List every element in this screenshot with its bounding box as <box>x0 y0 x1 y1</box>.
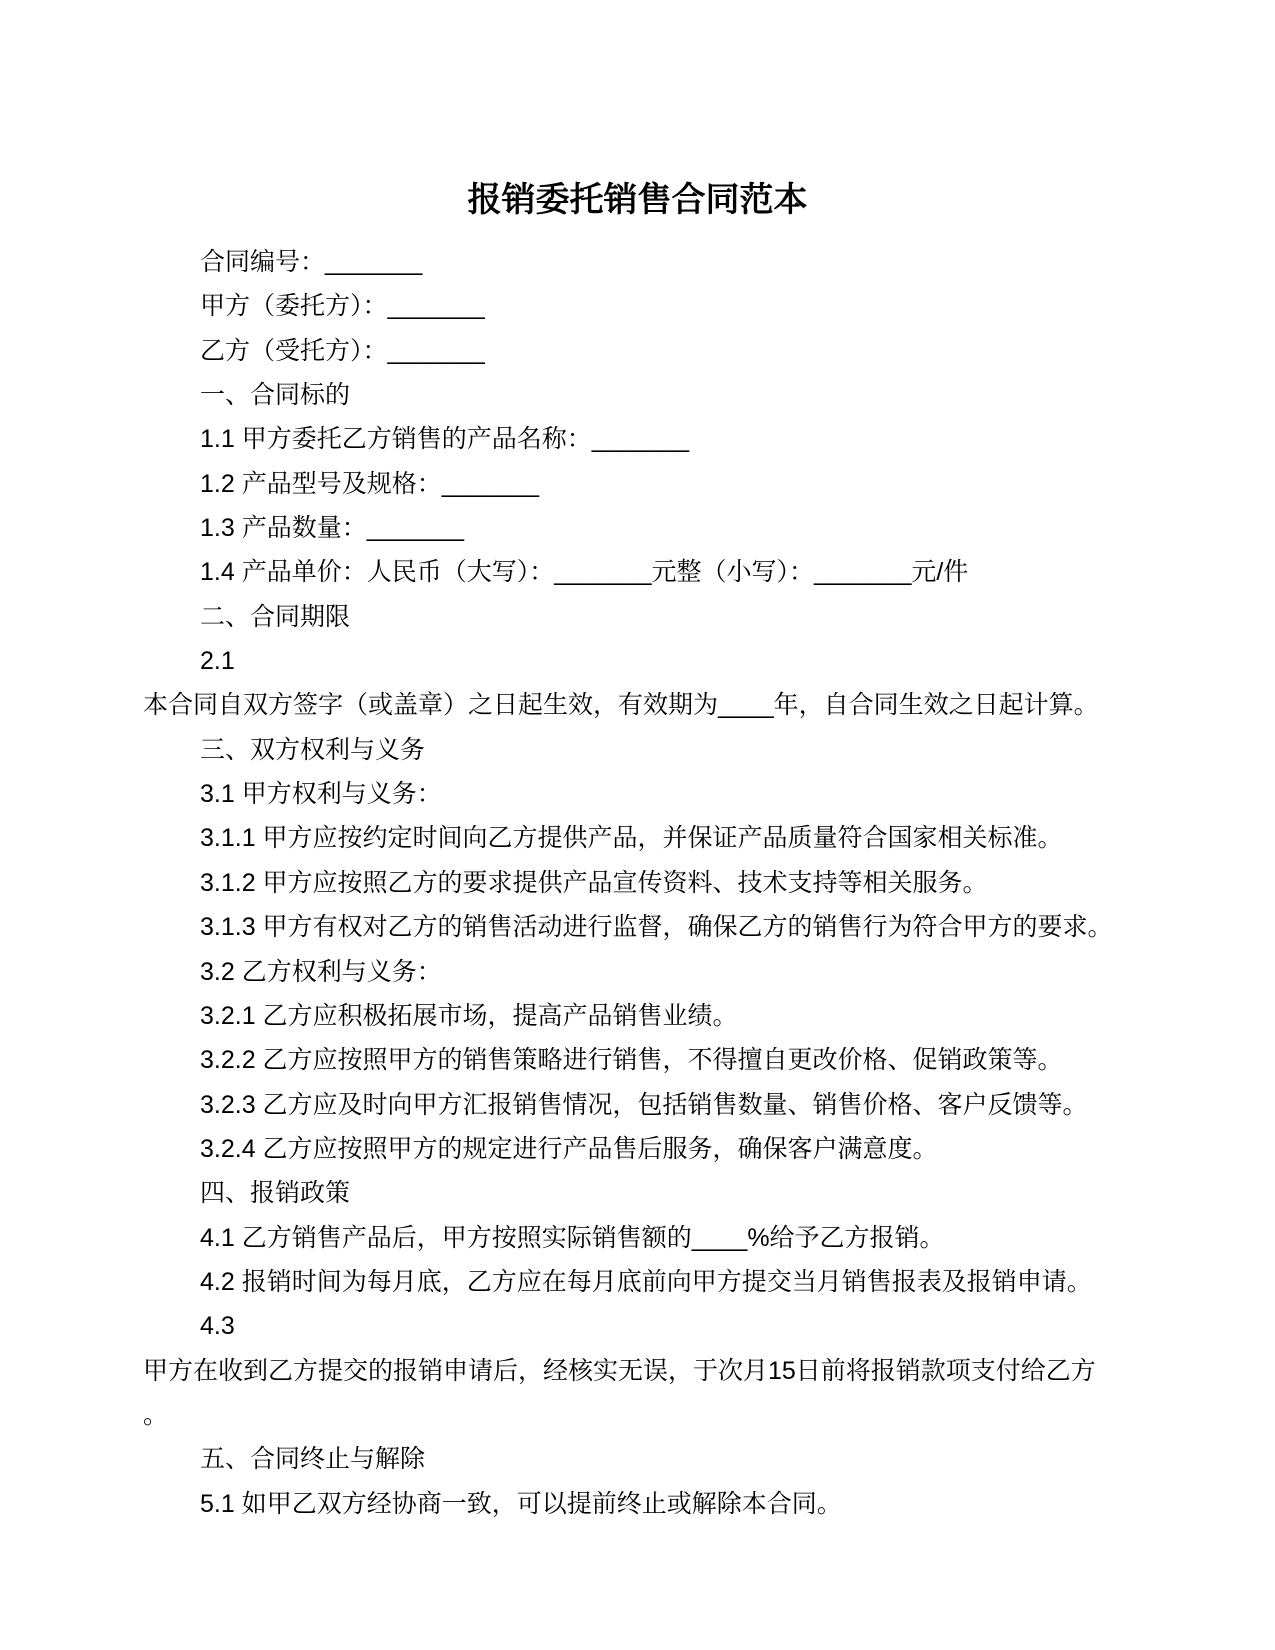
document-line: 1.2 产品型号及规格：_______ <box>200 469 540 498</box>
document-line: 3.2.2 乙方应按照甲方的销售策略进行销售，不得擅自更改价格、促销政策等。 <box>200 1046 1063 1075</box>
document-line: 五、合同终止与解除 <box>200 1445 426 1474</box>
document-line: 1.4 产品单价：人民币（大写）：_______元整（小写）：_______元/件 <box>200 558 969 587</box>
document-line: 3.1.1 甲方应按约定时间向乙方提供产品，并保证产品质量符合国家相关标准。 <box>200 824 1063 853</box>
document-line: 3.1.3 甲方有权对乙方的销售活动进行监督，确保乙方的销售行为符合甲方的要求。 <box>200 913 1113 942</box>
document-line: 一、合同标的 <box>200 381 351 410</box>
document-line: 5.1 如甲乙双方经协商一致，可以提前终止或解除本合同。 <box>200 1489 842 1518</box>
document-line: 3.2.3 乙方应及时向甲方汇报销售情况，包括销售数量、销售价格、客户反馈等。 <box>200 1090 1088 1119</box>
document-body <box>143 240 1138 1526</box>
document-line: 本合同自双方签字（或盖章）之日起生效，有效期为____年，自合同生效之日起计算。 <box>143 691 1099 720</box>
document-line: 二、合同期限 <box>200 602 351 631</box>
document-line: 3.1 甲方权利与义务： <box>200 780 442 809</box>
document-line: 1.1 甲方委托乙方销售的产品名称：_______ <box>200 425 690 454</box>
document-line: 三、双方权利与义务 <box>200 735 426 764</box>
document-line: 四、报销政策 <box>200 1179 351 1208</box>
document-line: 4.1 乙方销售产品后，甲方按照实际销售额的____%给予乙方报销。 <box>200 1223 945 1252</box>
document-line: 乙方（受托方）：_______ <box>200 336 485 365</box>
document-line: 合同编号：_______ <box>200 248 423 276</box>
document-line: 3.2.4 乙方应按照甲方的规定进行产品售后服务，确保客户满意度。 <box>200 1134 938 1163</box>
document-line: 2.1 <box>200 647 235 676</box>
document-line: 甲方在收到乙方提交的报销申请后，经核实无误，于次月15日前将报销款项支付给乙方 <box>143 1356 1096 1385</box>
document-line: 3.2 乙方权利与义务： <box>200 957 442 986</box>
document-title: 报销委托销售合同范本 <box>467 181 808 219</box>
document-line: 。 <box>143 1400 169 1429</box>
document-line: 甲方（委托方）：_______ <box>200 292 485 321</box>
document-line: 4.3 <box>200 1312 235 1341</box>
document-line: 3.2.1 乙方应积极拓展市场，提高产品销售业绩。 <box>200 1001 738 1030</box>
document-line: 4.2 报销时间为每月底，乙方应在每月底前向甲方提交当月销售报表及报销申请。 <box>200 1267 1092 1296</box>
document-line: 1.3 产品数量：_______ <box>200 514 465 543</box>
document-line: 3.1.2 甲方应按照乙方的要求提供产品宣传资料、技术支持等相关服务。 <box>200 868 988 897</box>
